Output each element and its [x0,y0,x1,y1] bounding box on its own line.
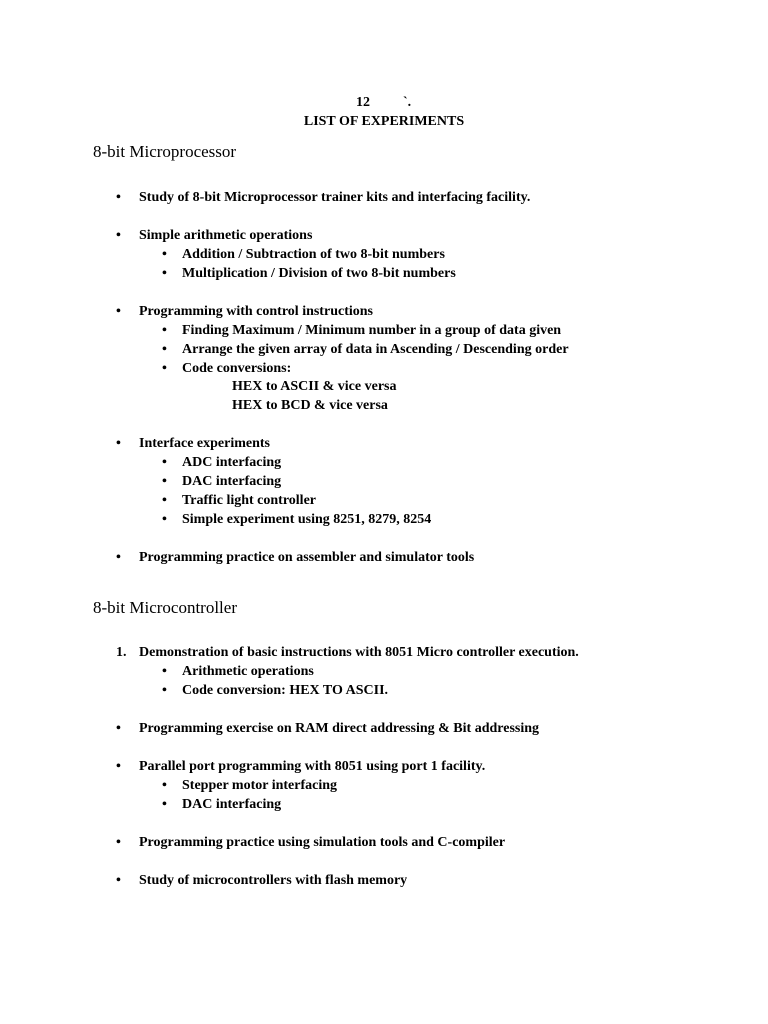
sub-list-item: Code conversions: [182,361,292,376]
sub-bullet-icon: • [162,266,167,281]
list-item: Interface experiments [139,436,271,451]
sub-bullet-icon: • [162,664,167,679]
sub-list-item: Arithmetic operations [182,664,314,679]
sub-list-item: DAC interfacing [182,797,282,812]
sub-list-item: ADC interfacing [182,455,282,470]
sub-bullet-icon: • [162,683,167,698]
list-item: Programming practice on assembler and simulator tools [139,550,475,565]
sub-bullet-icon: • [162,474,167,489]
list-item: Study of 8-bit Microprocessor trainer kits and interfacing facility. [139,190,531,205]
bullet-icon: • [116,436,121,451]
sub-bullet-icon: • [162,493,167,508]
bullet-icon: • [116,228,121,243]
bullet-icon: • [116,721,121,736]
sub-list-item: Traffic light controller [182,493,316,508]
list-item: Demonstration of basic instructions with 8051 Micro controller execution. [139,645,579,660]
list-item: Study of microcontrollers with flash memory [139,873,408,888]
sub-bullet-icon: • [162,778,167,793]
sub-bullet-icon: • [162,797,167,812]
bullet-icon: • [116,190,121,205]
sub-list-item: Code conversion: HEX TO ASCII. [182,683,389,698]
bullet-icon: • [116,835,121,850]
sub-bullet-icon: • [162,247,167,262]
stray-mark: `. [403,95,412,110]
page-number: 12 [356,95,370,110]
list-number: 1. [116,645,127,660]
conversion-item: HEX to BCD & vice versa [232,398,388,413]
sub-bullet-icon: • [162,342,167,357]
bullet-icon: • [116,550,121,565]
list-item: Simple arithmetic operations [139,228,313,243]
sub-list-item: Addition / Subtraction of two 8-bit numbers [182,247,445,262]
sub-bullet-icon: • [162,512,167,527]
page-title: LIST OF EXPERIMENTS [303,114,465,129]
sub-bullet-icon: • [162,455,167,470]
list-item: Programming exercise on RAM direct addressing & Bit addressing [139,721,540,736]
bullet-icon: • [116,873,121,888]
sub-list-item: Simple experiment using 8251, 8279, 8254 [182,512,432,527]
sub-list-item: Arrange the given array of data in Ascending / Descending order [182,342,569,357]
list-item: Programming with control instructions [139,304,373,319]
sub-bullet-icon: • [162,323,167,338]
list-item: Parallel port programming with 8051 using port 1 facility. [139,759,486,774]
bullet-icon: • [116,304,121,319]
bullet-icon: • [116,759,121,774]
sub-list-item: DAC interfacing [182,474,282,489]
sub-bullet-icon: • [162,361,167,376]
list-item: Programming practice using simulation tools and C-compiler [139,835,506,850]
section-heading-microprocessor: 8-bit Microprocessor [93,142,237,161]
conversion-item: HEX to ASCII & vice versa [232,379,397,394]
section-heading-microcontroller: 8-bit Microcontroller [93,598,237,617]
sub-list-item: Finding Maximum / Minimum number in a group of data given [182,323,562,338]
sub-list-item: Stepper motor interfacing [182,778,338,793]
sub-list-item: Multiplication / Division of two 8-bit numbers [182,266,456,281]
